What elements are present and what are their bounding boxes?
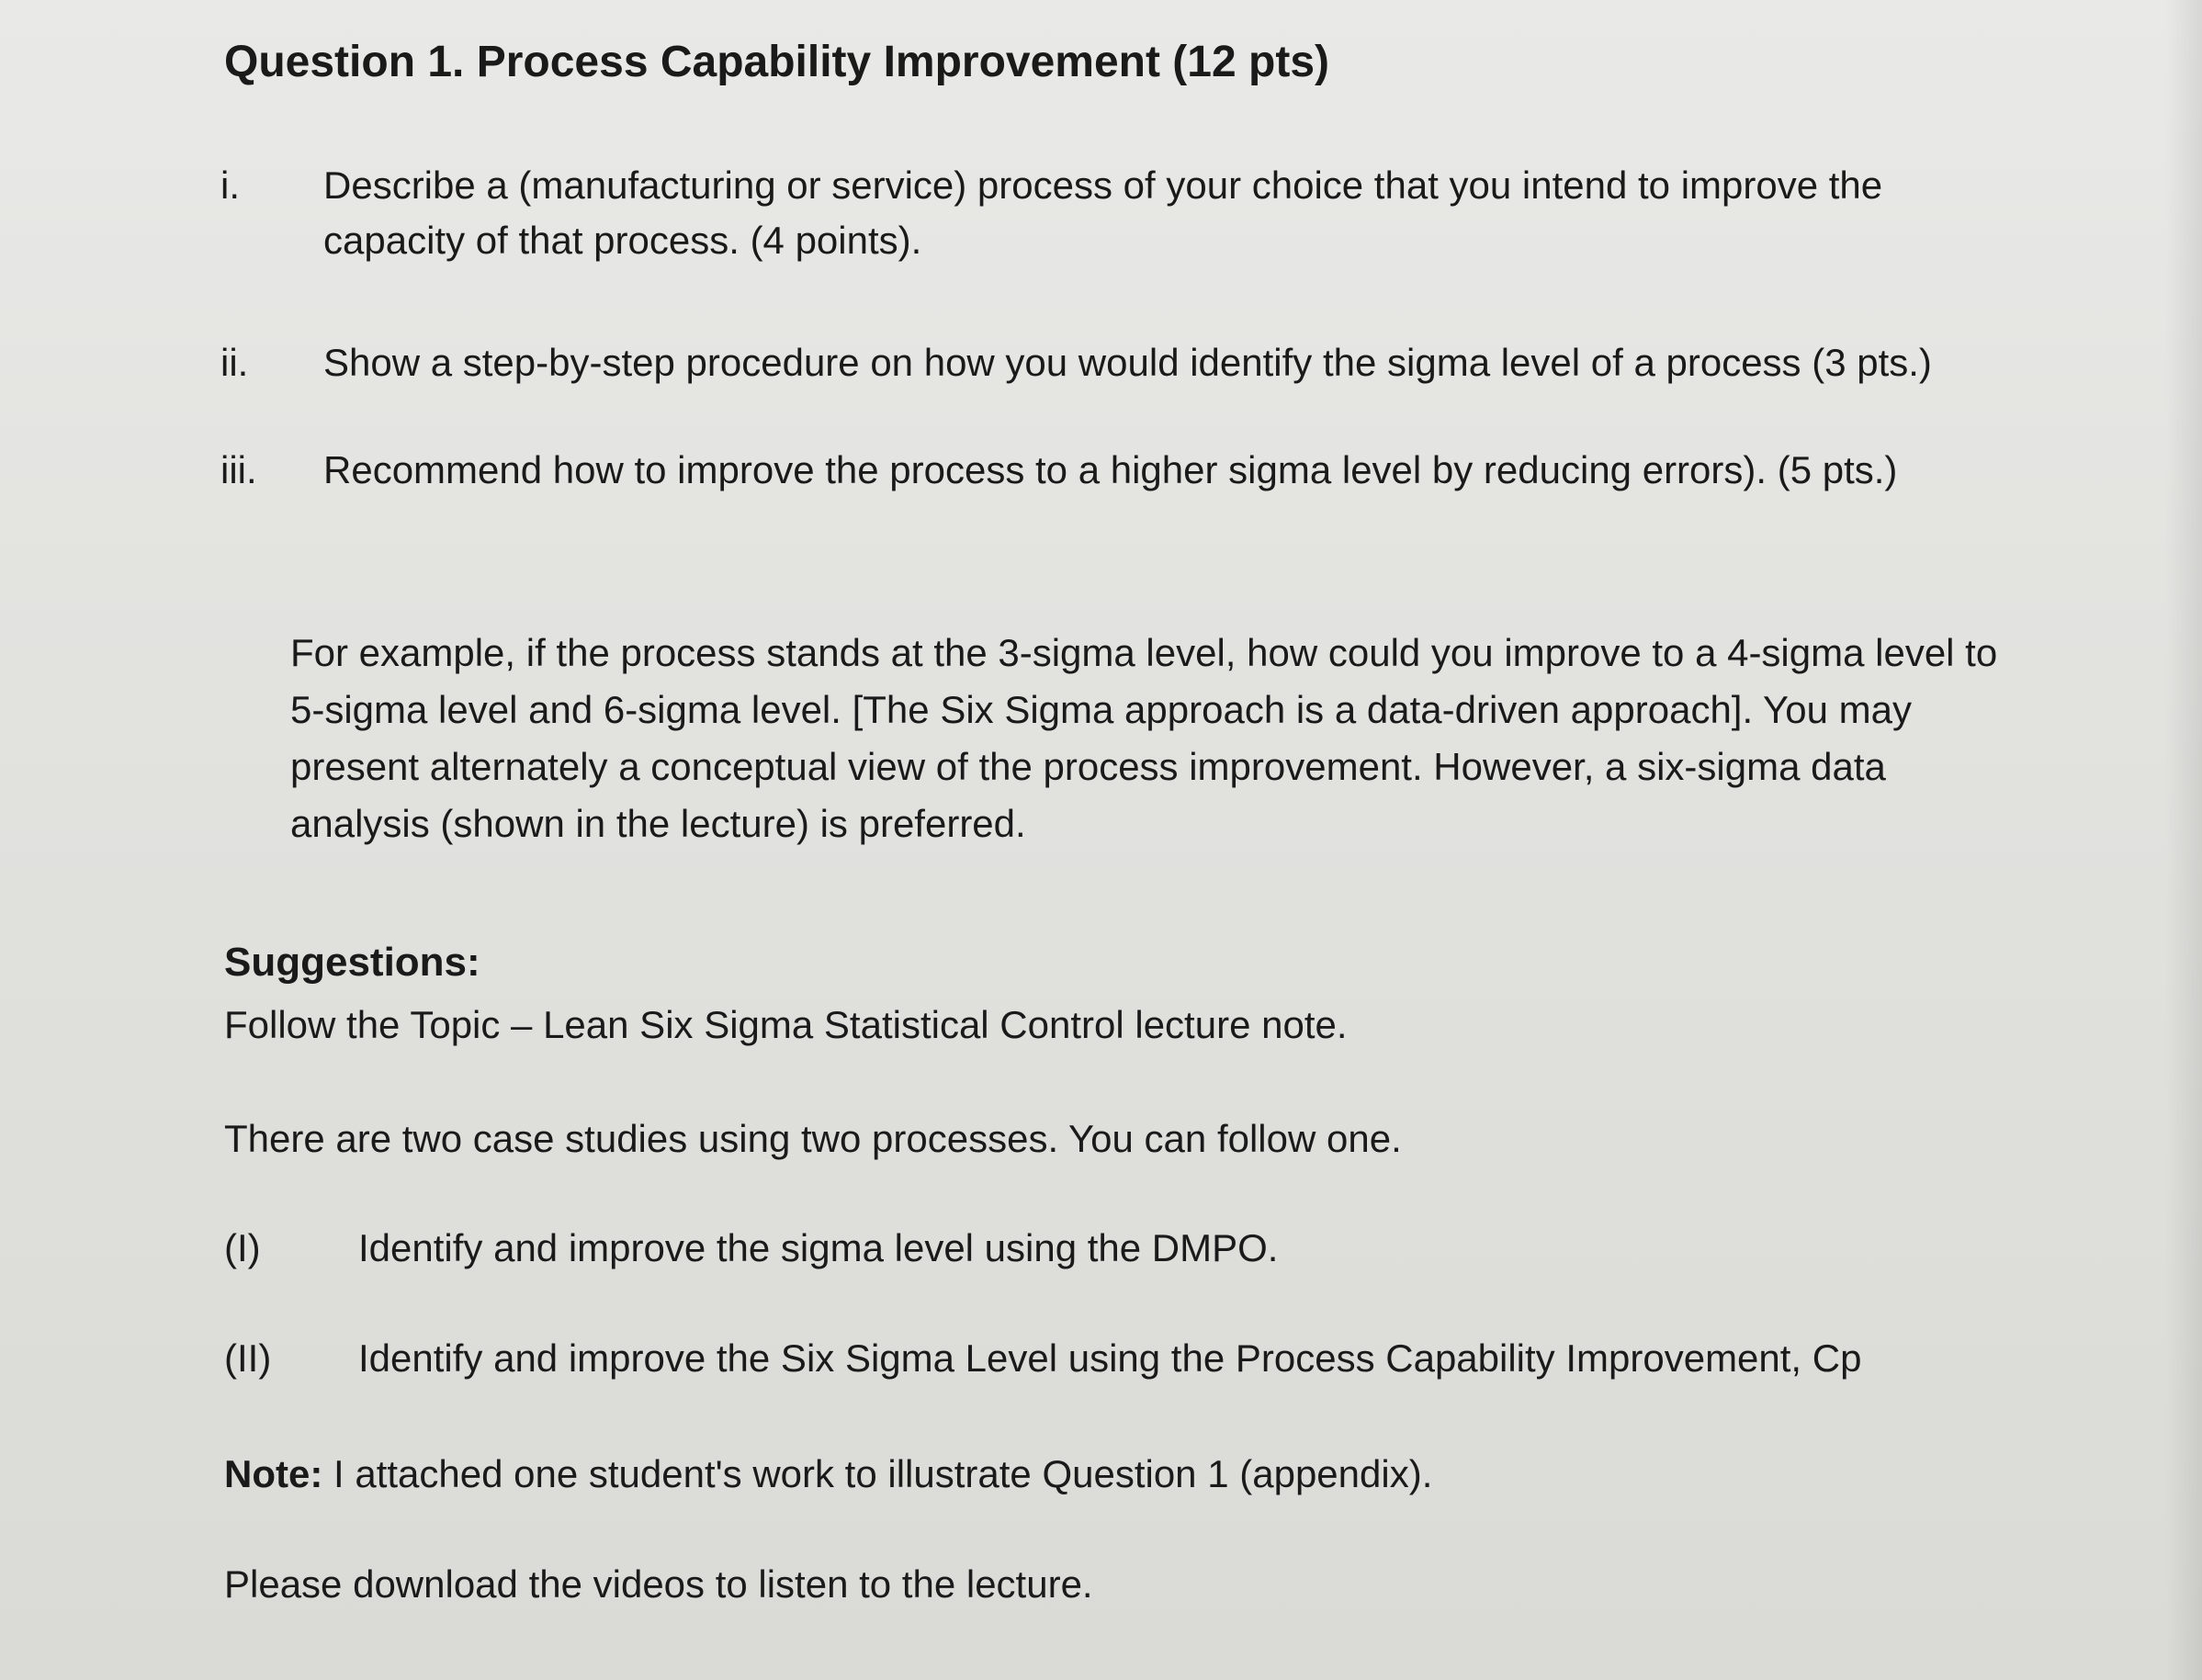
note-label: Note:: [224, 1452, 323, 1495]
case-text: Identify and improve the sigma level using the DMPO.: [358, 1226, 1279, 1269]
question-title: Question 1. Process Capability Improvement (12 pts): [224, 38, 1329, 86]
case-number: (II): [224, 1336, 272, 1380]
item-number: iii.: [220, 448, 257, 491]
item-text: Describe a (manufacturing or service) process of your choice that you intend to improve the capacity of that process. (4 points).: [323, 163, 1883, 262]
case-studies-intro: There are two case studies using two processes. You can follow one.: [224, 1117, 1402, 1160]
download-line: Please download the videos to listen to the lecture.: [224, 1562, 1093, 1606]
note-text: I attached one student's work to illustrate Question 1 (appendix).: [322, 1452, 1433, 1495]
follow-topic-line: Follow the Topic – Lean Six Sigma Statistical Control lecture note.: [224, 1003, 1348, 1046]
page-edge-shadow: [2165, 0, 2202, 1680]
suggestions-heading: Suggestions:: [224, 940, 480, 985]
item-number: ii.: [220, 341, 249, 384]
item-number: i.: [220, 163, 240, 207]
note-line: [224, 1447, 1432, 1502]
case-text: Identify and improve the Six Sigma Level using the Process Capability Improvement, Cp: [358, 1336, 1862, 1380]
item-text: Show a step-by-step procedure on how you would identify the sigma level of a process (3 pts.): [323, 341, 1932, 384]
example-paragraph: For example, if the process stands at the 3-sigma level, how could you improve to a 4-sigma level to 5-sigma level and 6-sigma level. [The Six Sigma approach is a data-driven approach]. You may present alternately a conceptual view of the process improvement. However, a six-sigma data analysis (shown in the lecture) is preferred.: [290, 631, 1998, 845]
item-text: Recommend how to improve the process to a higher sigma level by reducing errors). (5 pts.): [323, 448, 1898, 491]
case-number: (I): [224, 1226, 261, 1269]
